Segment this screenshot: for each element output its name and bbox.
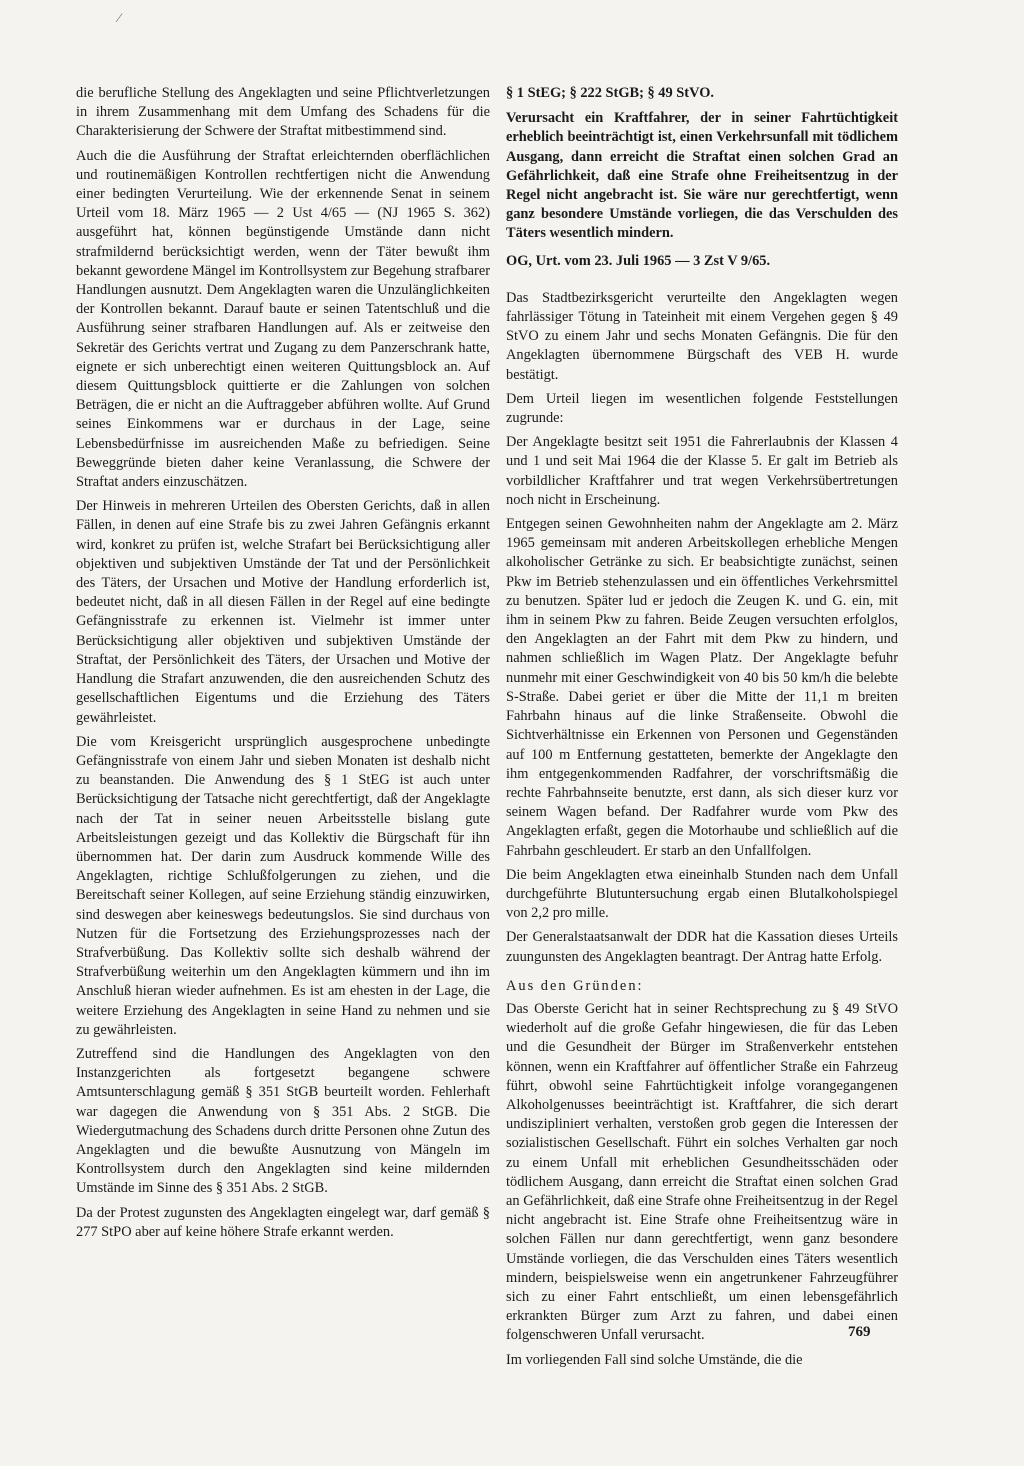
left-paragraph-5: Zutreffend sind die Handlungen des Angeklagten von den Instanzgerichten als fortgesetzt begangene schwere Amtsunterschlagung gemäß § 351 StGB beurteilt worden. Fehlerhaft war dagegen die Anwendung von § 351 Abs. 2 StGB. Die Wiedergutmachung des Schadens durch dritte Personen ohne Zutun des Angeklagten und die bewußte Ausnutzung von Mängeln im Kontrollsystem durch den Angeklagten sind keine mildernden Umstände im Sinne des § 351 Abs. 2 StGB.	[76, 1045, 490, 1197]
headnote: Verursacht ein Kraftfahrer, der in seiner Fahrtüchtigkeit erheblich beeinträchtigt ist, einen Verkehrsunfall mit tödlichem Ausgang, dann erreicht die Straftat einen solchen Grad an Gefährlichkeit, daß eine Strafe ohne Freiheitsentzug in der Regel nicht angebracht ist. Sie wäre nur gerechtfertigt, wenn ganz besondere Umstände vorliegen, die das Verschulden des Täters wesentlich mindern.	[506, 110, 898, 242]
right-paragraph-4: Entgegen seinen Gewohnheiten nahm der Angeklagte am 2. März 1965 gemeinsam mit anderen Arbeitskollegen erhebliche Mengen alkoholischer Getränke zu sich. Er beabsichtigte zunächst, seinen Pkw im Betrieb stehenzulassen und ein öffentliches Verkehrsmittel zu benutzen. Später lud er jedoch die Zeugen K. und G. ein, mit ihm in seinem Pkw zu fahren. Beide Zeugen versuchten erfolglos, den Angeklagten an der Fahrt mit dem Pkw zu hindern, und nahmen schließlich im Wagen Platz. Der Angeklagte befuhr nunmehr mit einer Geschwindigkeit von 40 bis 50 km/h die belebte S-Straße. Dabei geriet er über die Mitte der 11,1 m breiten Fahrbahn hinaus auf die linke Straßenseite. Obwohl die Sichtverhältnisse ein Erkennen von Personen und Gegenständen auf 100 m Entfernung gestatteten, bemerkte der Angeklagte den ihm entgegenkommenden Radfahrer, der vorschriftsmäßig die rechte Fahrbahnseite benutzte, erst dann, als sich dieser kurz vor seinem Wagen befand. Der Radfahrer wurde vom Pkw des Angeklagten erfaßt, gegen die Motorhaube und schließlich auf die Fahrbahn geschleudert. Er starb an den Unfallfolgen.	[506, 516, 898, 859]
right-paragraph-1: Das Stadtbezirksgericht verurteilte den Angeklagten wegen fahrlässiger Tötung in Tateinheit mit einem Vergehen gegen § 49 StVO zu einem Jahr und sechs Monaten Gefängnis. Die für den Angeklagten übernommene Bürgschaft des VEB H. wurde bestätigt.	[506, 289, 898, 383]
right-paragraph-2: Dem Urteil liegen im wesentlichen folgende Feststellungen zugrunde:	[506, 390, 898, 427]
left-paragraph-2: Auch die die Ausführung der Straftat erleichternden oberflächlichen und routinemäßigen Kontrollen rechtfertigen nicht die Anwendung einer bedingten Verurteilung. Wie der erkennende Senat in seinem Urteil vom 18. März 1965 — 2 Ust 4/65 — (NJ 1965 S. 362) ausgeführt hat, können begünstigende Umstände dann nicht strafmildernd berücksichtigt werden, wenn der Täter bewußt ihm bekannt gewordene Mängel im Kontrollsystem zur Begehung strafbarer Handlungen ausnutzt. Dem Angeklagten waren die Unzulänglichkeiten der Kontrollen bekannt. Darauf baute er seinen Tatentschluß und die Ausführung seiner strafbaren Handlungen auf. Als er zeitweise den Sekretär des Gerichts vertrat und Zugang zu dem Panzerschrank hatte, eignete er sich unberechtigt einen weiteren Quittungsblock an. Auf diesem Quittungsblock quittierte er die Zahlungen von solchen Beträgen, die er nicht an die Auftraggeber abführen wollte. Auf Grund seines Einkommens war er durchaus in der Lage, seine Lebensbedürfnisse im ausreichenden Maße zu befriedigen. Seine Beweggründe bieten daher keine Veranlassung, die Schwere der Straftat anders einzuschätzen.	[76, 147, 490, 491]
case-heading: § 1 StEG; § 222 StGB; § 49 StVO.	[506, 85, 714, 101]
right-paragraph-3: Der Angeklagte besitzt seit 1951 die Fahrerlaubnis der Klassen 4 und 1 und seit Mai 1964 die der Klasse 5. Er galt im Betrieb als vorbildlicher Kraftfahrer und trat wegen Verkehrsübertretungen noch nicht in Erscheinung.	[506, 434, 898, 508]
reasons-paragraph-2: Im vorliegenden Fall sind solche Umstände, die die	[506, 1351, 803, 1368]
section-heading: Aus den Gründen:	[506, 977, 644, 994]
left-paragraph-6: Da der Protest zugunsten des Angeklagten eingelegt war, darf gemäß § 277 StPO aber auf keine höhere Strafe erkannt werden.	[76, 1204, 490, 1240]
right-column	[506, 84, 898, 1375]
left-paragraph-1: die berufliche Stellung des Angeklagten und seine Pflichtverletzungen in ihrem Zusammenhang mit dem Umfang des Schadens für die Charakterisierung der Schwere der Straftat mitbestimmend sind.	[76, 85, 490, 140]
left-paragraph-3: Der Hinweis in mehreren Urteilen des Obersten Gerichts, daß in allen Fällen, in denen auf eine Strafe bis zu zwei Jahren Gefängnis erkannt wird, konkret zu prüfen ist, welche Strafart bei Berücksichtigung aller objektiven und subjektiven Umstände der Tat und der Persönlichkeit des Täters, der Ursachen und Motive der Handlung erforderlich ist, bedeutet nicht, daß in all diesen Fällen in der Regel auf eine bedingte Gefängnisstrafe zu erkennen ist. Vielmehr ist immer unter Berücksichtigung aller objektiven und subjektiven Umstände der Straftat, der Persönlichkeit des Täters, der Ursachen und Motive der Handlung die Strafart anzuwenden, die den ausreichenden Schutz des gesellschaftlichen Eigentums und die Erziehung des Täters gewährleistet.	[76, 498, 490, 726]
right-paragraph-6: Der Generalstaatsanwalt der DDR hat die Kassation dieses Urteils zuungunsten des Angeklagten beantragt. Der Antrag hatte Erfolg.	[506, 929, 898, 965]
left-column	[76, 84, 490, 1247]
scan-mark: ⁄	[118, 10, 121, 25]
left-paragraph-4: Die vom Kreisgericht ursprünglich ausgesprochene unbedingte Gefängnisstrafe von einem Jahr und sieben Monaten ist deshalb nicht zu beanstanden. Die Anwendung des § 1 StEG ist auch unter Berücksichtigung der Tatsache nicht gerechtfertigt, daß der Angeklagte nach der Tat in seiner neuen Arbeitsstelle bislang gute Arbeitsleistungen gezeigt und das Kollektiv die Bürgschaft für ihn übernommen hat. Der darin zum Ausdruck kommende Wille des Angeklagten, richtige Schlußfolgerungen zu ziehen, und die Bereitschaft seiner Kollegen, auf seine Erziehung ständig einzuwirken, sind deswegen aber keineswegs bedeutungslos. Sie sind durchaus von Nutzen für die Fortsetzung des Erziehungsprozesses nach der Strafverbüßung. Das Kollektiv sollte sich deshalb während der Strafverbüßung weiterhin um den Angeklagten kümmern und ihn im Anschluß hieran wieder aufnehmen. Es ist am ehesten in der Lage, die weitere Erziehung des Angeklagten in seine Hand zu nehmen und sie zu gewährleisten.	[76, 733, 490, 1038]
right-paragraph-5: Die beim Angeklagten etwa eineinhalb Stunden nach dem Unfall durchgeführte Blutuntersuchung ergab einen Blutalkoholspiegel von 2,2 pro mille.	[506, 866, 898, 922]
reasons-paragraph-1: Das Oberste Gericht hat in seiner Rechtsprechung zu § 49 StVO wiederholt auf die große Gefahr hingewiesen, die für das Leben und die Gesundheit der Bürger im Straßenverkehr entstehen können, wenn ein Kraftfahrer auf öffentlicher Straße ein Fahrzeug führt, obwohl seine Fahrtüchtigkeit infolge vorangegangenen Alkoholgenusses beeinträchtigt ist. Kraftfahrer, die sich derart undiszipliniert verhalten, verstoßen grob gegen die Interessen der sozialistischen Gesellschaft. Führt ein solches Verhalten gar noch zu einem Unfall mit erheblichen Gesundheitsschäden oder tödlichem Ausgang, dann erreicht die Straftat einen solchen Grad an Gefährlichkeit, daß eine Strafe ohne Freiheitsentzug in der Regel nicht angebracht ist. Eine Strafe ohne Freiheitsentzug wäre in solchen Fällen nur dann gerechtfertigt, wenn ganz besondere Umstände vorliegen, die das Verschulden eines Täters wesentlich mindern, beispielsweise wenn ein angetrunkener Fahrzeugführer sich zu einer Fahrt entschließt, um einen lebensgefährlich erkrankten Bürger zum Arzt zu fahren, und dabei einen folgenschweren Unfall verursacht.	[506, 1000, 898, 1344]
page-number: 769	[848, 1324, 871, 1340]
decision-reference: OG, Urt. vom 23. Juli 1965 — 3 Zst V 9/65.	[506, 252, 771, 269]
